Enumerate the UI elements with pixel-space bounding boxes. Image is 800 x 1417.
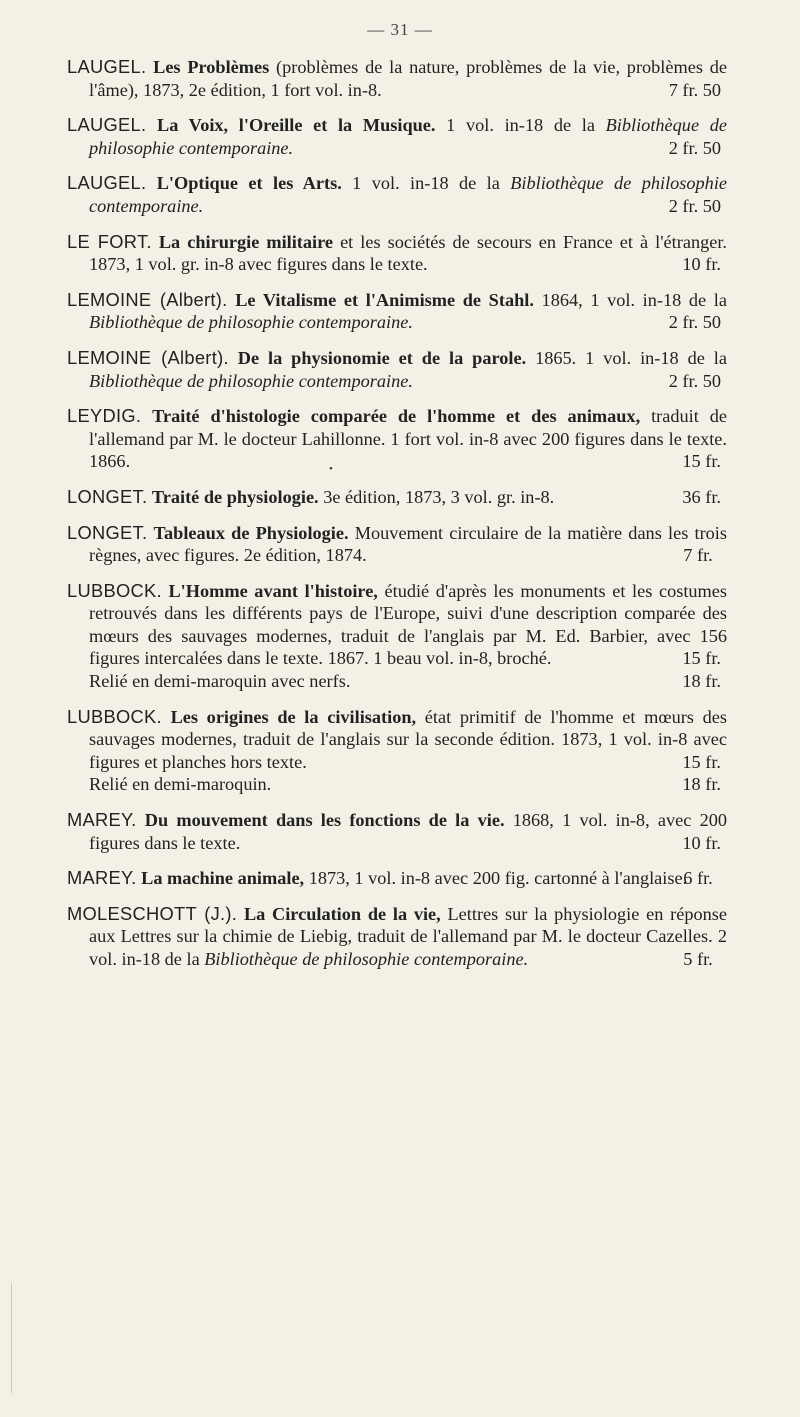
entry-title: De la physionomie et de la parole. [237,347,527,368]
entry-price: 10 fr. [682,254,721,275]
entry-price: 2 fr. 50 [668,370,721,391]
entry-price: 5 fr. [683,949,713,969]
entry-title: Traité de physiologie. [151,486,319,507]
entry-title: L'Optique et les Arts. [156,173,342,194]
catalog-entry [67,486,727,509]
entry-author: LUBBOCK. [67,579,162,601]
entry-title: La Voix, l'Oreille et la Musique. [157,115,436,136]
entry-title: La machine animale, [141,868,305,889]
entry-title: Les Problèmes [153,57,270,77]
entry-author: LEYDIG. [67,405,142,427]
bound-label: Relié en demi-maroquin. [89,774,272,795]
catalog-entry [67,289,727,334]
entry-author: MOLESCHOTT (J.). [67,902,238,924]
bound-price: 18 fr. [682,774,721,795]
entry-price: 2 fr. 50 [668,195,721,216]
catalog-entry [67,114,727,159]
entry-price: 7 fr. 50 [668,79,721,100]
entry-author: LONGET. [67,485,148,507]
entry-collection: Bibliothèque de philosophie contemporaine. [89,173,728,216]
entry-collection: Bibliothèque de philosophie contemporaine. [89,370,413,391]
entry-description: (problèmes de la nature, problèmes de la vie, problèmes de l'âme), 1873, 2e édition, 1 fort vol. in-8. [89,57,727,100]
entry-author: LAUGEL. [67,172,147,194]
entry-description: Lettres sur la physiologie en réponse aux Lettres sur la chimie de Liebig, traduit de l'allemand par M. le docteur Cazelles. 2 vol. in-18 de la [89,903,727,969]
entry-author: LAUGEL. [67,114,147,136]
entry-price: 10 fr. [682,832,721,853]
entry-title: La Circulation de la vie, [243,903,441,924]
entry-description: et les sociétés de secours en France et à l'étranger. 1873, 1 vol. gr. in-8 avec figures dans le texte. [89,231,727,275]
catalog-entry [67,405,727,473]
catalog-list [67,56,727,984]
entry-collection: Bibliothèque de philosophie contemporaine. [89,115,727,158]
entry-title: Du mouvement dans les fonctions de la vie. [144,810,505,831]
entry-title: Traité d'histologie comparée de l'homme et des animaux, [152,406,641,427]
entry-author: LUBBOCK. [67,705,162,727]
catalog-entry [67,522,727,567]
catalog-entry [67,231,727,276]
entry-collection: Bibliothèque de philosophie contemporaine. [89,312,413,333]
entry-author: MAREY. [67,809,137,831]
entry-author: LEMOINE (Albert). [67,288,228,310]
entry-description: 3e édition, 1873, 3 vol. gr. in-8. [318,486,555,507]
bound-price: 18 fr. [682,671,721,692]
margin-rule [11,1283,12,1393]
entry-description: 1868, 1 vol. in-8, avec 200 figures dans le texte. [89,810,727,853]
catalog-entry [67,706,727,796]
entry-description: état primitif de l'homme et mœurs des sauvages modernes, traduit de l'anglais sur la seconde édition. 1873, 1 vol. in-8 avec figures et planches hors texte. [89,706,727,772]
entry-author: MAREY. [67,867,137,889]
page-number: — 31 — [367,20,433,39]
entry-title: L'Homme avant l'histoire, [168,580,378,601]
entry-description: 1 vol. in-18 de la [435,115,606,136]
entry-author: LEMOINE (Albert). [67,346,229,368]
entry-author: LONGET. [67,521,148,543]
catalog-entry [67,172,727,217]
entry-description: étudié d'après les monuments et les costumes retrouvés dans les différents pays de l'Europe, suivi d'une description comparée des mœurs des sauvages modernes, traduit de l'anglais par M. Ed. Barbier, avec 156 figures intercalées dans le texte. 1867. 1 beau vol. in-8, broché. [89,580,727,669]
entry-title: Les origines de la civilisation, [170,706,417,727]
entry-description: 1865. 1 vol. in-18 de la [526,347,727,368]
entry-description: 1 vol. in-18 de la [341,173,511,194]
entry-price: 15 fr. [682,751,721,772]
print-speck: • [329,463,333,475]
entry-price: 7 fr. [683,545,713,566]
entry-price: 15 fr. [682,648,721,669]
entry-collection: Bibliothèque de philosophie contemporaine. [204,949,529,969]
entry-description: 1864, 1 vol. in-18 de la [533,289,727,310]
entry-price: 6 fr. [683,868,713,889]
entry-description: 1873, 1 vol. in-8 avec 200 fig. cartonné à l'anglaise. [304,868,688,889]
entry-price: 2 fr. 50 [668,312,721,333]
entry-price: 15 fr. [682,451,721,472]
catalog-entry [67,347,727,392]
entry-author: LAUGEL. [67,56,147,77]
entry-price: 36 fr. [682,486,721,507]
entry-bound-edition [89,670,727,693]
catalog-entry [67,580,727,693]
entry-title: La chirurgie militaire [158,231,334,252]
entry-title: Le Vitalisme et l'Animisme de Stahl. [235,289,534,310]
entry-bound-edition [89,773,727,796]
catalog-entry [67,56,727,101]
entry-title: Tableaux de Physiologie. [153,522,349,543]
entry-price: 2 fr. 50 [668,137,721,158]
catalog-entry [67,903,727,971]
catalog-entry [67,867,727,890]
entry-description: traduit de l'allemand par M. le docteur Lahillonne. 1 fort vol. in-8 avec 200 figures dans le texte. 1866. [89,406,727,472]
bound-label: Relié en demi-maroquin avec nerfs. [89,671,351,692]
entry-author: LE FORT. [67,230,152,252]
entry-description: Mouvement circulaire de la matière dans les trois règnes, avec figures. 2e édition, 1874. [89,522,727,566]
catalog-entry [67,809,727,854]
